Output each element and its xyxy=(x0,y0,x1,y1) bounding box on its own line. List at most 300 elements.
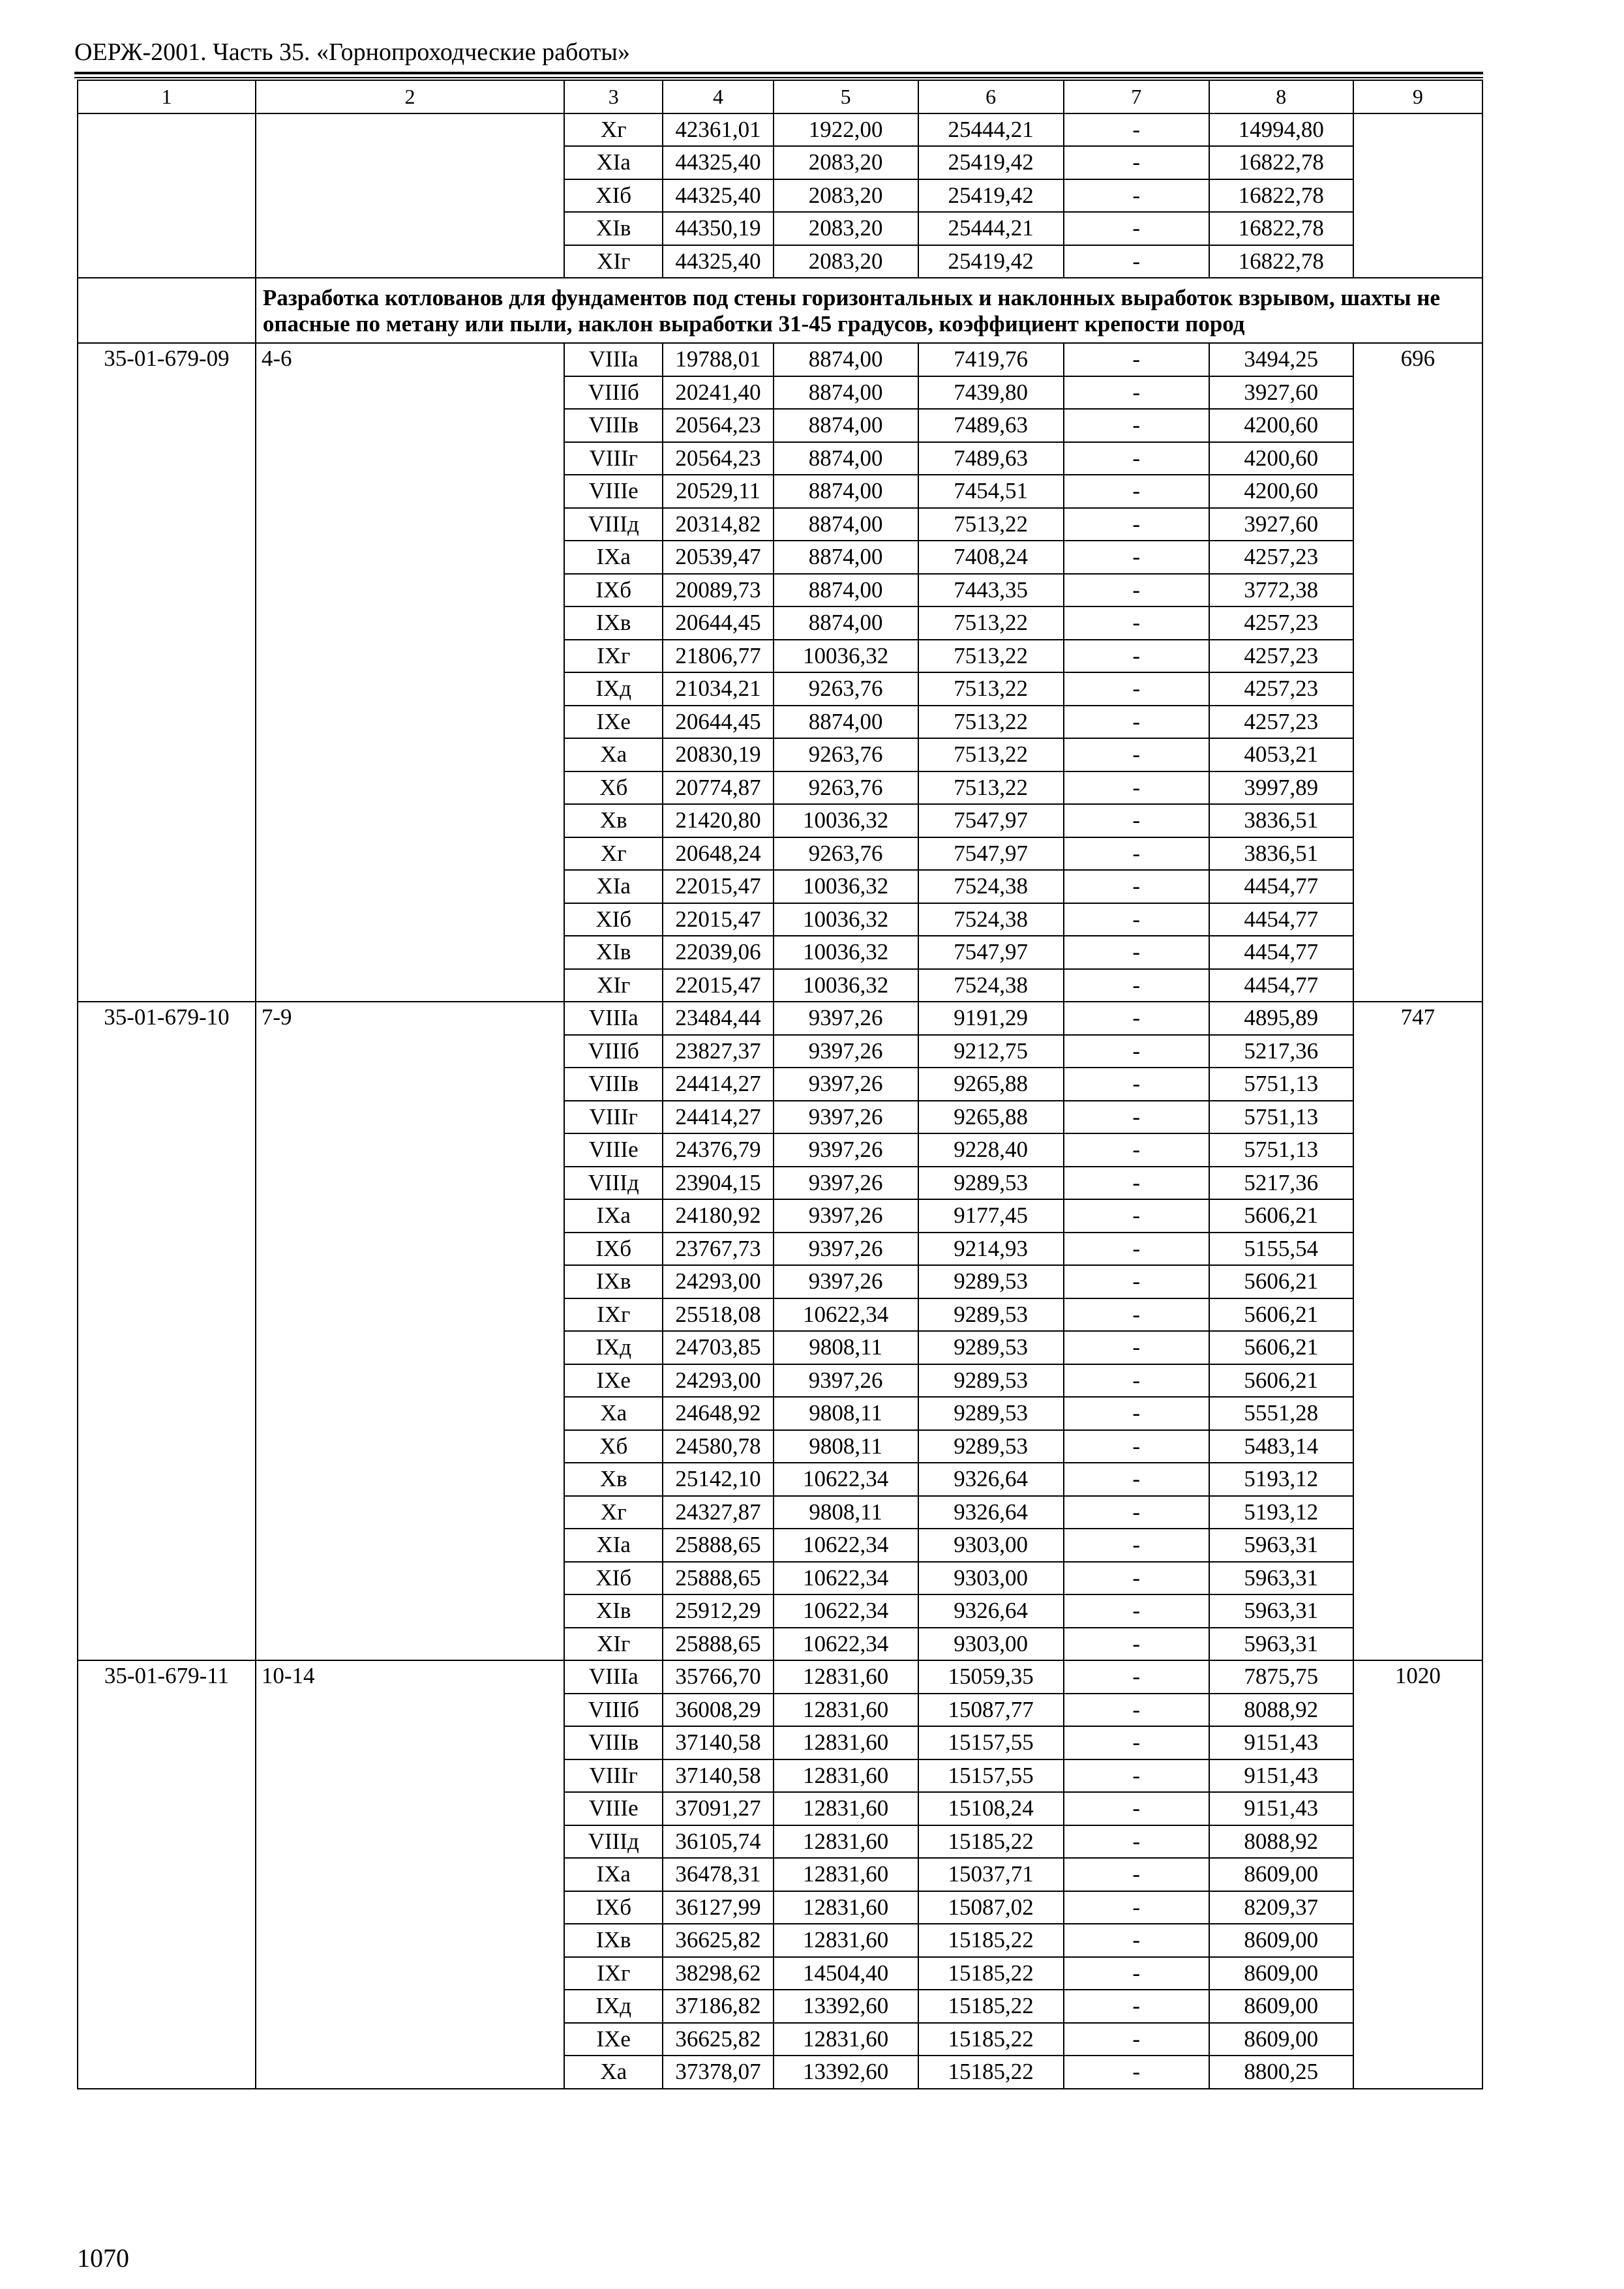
rock-group-cell: IXа xyxy=(564,541,663,574)
rock-group-cell: IXд xyxy=(564,1331,663,1364)
materials-cost-cell: 8209,37 xyxy=(1209,1891,1353,1924)
rock-group-cell: IXг xyxy=(564,640,663,673)
total-cost-cell: 20529,11 xyxy=(663,475,773,508)
total-cost-cell: 37378,07 xyxy=(663,2056,773,2089)
total-cost-cell: 20314,82 xyxy=(663,508,773,541)
total-cost-cell: 22015,47 xyxy=(663,903,773,936)
machine-cost-cell: 7513,22 xyxy=(918,771,1064,805)
materials-cost-cell: 14994,80 xyxy=(1209,113,1353,147)
machine-cost-cell: 25444,21 xyxy=(918,113,1064,147)
column-number: 4 xyxy=(663,80,773,113)
column-number: 3 xyxy=(564,80,663,113)
driver-wage-cell: - xyxy=(1064,1101,1209,1134)
rock-group-cell: IXд xyxy=(564,1990,663,2023)
materials-cost-cell: 4053,21 xyxy=(1209,738,1353,771)
driver-wage-cell: - xyxy=(1064,1364,1209,1398)
machine-cost-cell: 15108,24 xyxy=(918,1792,1064,1825)
rock-group-cell: IXб xyxy=(564,574,663,607)
labor-cost-cell: 13392,60 xyxy=(774,2056,918,2089)
total-cost-cell: 36478,31 xyxy=(663,1858,773,1891)
driver-wage-cell: - xyxy=(1064,1430,1209,1463)
rock-group-cell: XIб xyxy=(564,179,663,213)
total-cost-cell: 24414,27 xyxy=(663,1101,773,1134)
labor-cost-cell: 12831,60 xyxy=(774,1726,918,1759)
rock-group-cell: IXб xyxy=(564,1233,663,1266)
driver-wage-cell: - xyxy=(1064,409,1209,442)
total-cost-cell: 44325,40 xyxy=(663,179,773,213)
total-cost-cell: 37140,58 xyxy=(663,1759,773,1793)
labor-cost-cell: 10036,32 xyxy=(774,936,918,969)
total-cost-cell: 24327,87 xyxy=(663,1496,773,1529)
materials-cost-cell: 3836,51 xyxy=(1209,837,1353,871)
total-cost-cell: 24414,27 xyxy=(663,1068,773,1101)
machine-cost-cell: 7547,97 xyxy=(918,804,1064,837)
driver-wage-cell: - xyxy=(1064,508,1209,541)
rock-group-cell: Xа xyxy=(564,1397,663,1430)
rock-group-cell: XIа xyxy=(564,146,663,179)
labor-cost-cell: 8874,00 xyxy=(774,475,918,508)
total-cost-cell: 24648,92 xyxy=(663,1397,773,1430)
rate-code-cell: 35-01-679-09 xyxy=(78,343,256,1002)
labor-cost-cell: 9397,26 xyxy=(774,1167,918,1200)
machine-cost-cell: 9289,53 xyxy=(918,1331,1064,1364)
materials-cost-cell: 9151,43 xyxy=(1209,1759,1353,1793)
rock-group-cell: VIIIг xyxy=(564,1759,663,1793)
machine-cost-cell: 9214,93 xyxy=(918,1233,1064,1266)
machine-cost-cell: 15185,22 xyxy=(918,2023,1064,2056)
driver-wage-cell: - xyxy=(1064,1167,1209,1200)
rock-group-cell: XIг xyxy=(564,969,663,1002)
machine-cost-cell: 9289,53 xyxy=(918,1167,1064,1200)
machine-cost-cell: 9303,00 xyxy=(918,1562,1064,1595)
total-cost-cell: 42361,01 xyxy=(663,113,773,147)
driver-wage-cell: - xyxy=(1064,640,1209,673)
labor-cost-cell: 12831,60 xyxy=(774,2023,918,2056)
machine-cost-cell: 7524,38 xyxy=(918,969,1064,1002)
driver-wage-cell: - xyxy=(1064,212,1209,245)
total-cost-cell: 36127,99 xyxy=(663,1891,773,1924)
machine-cost-cell: 25419,42 xyxy=(918,245,1064,278)
rock-group-cell: VIIIб xyxy=(564,1694,663,1727)
labor-cost-cell: 9263,76 xyxy=(774,837,918,871)
rock-group-cell: VIIIд xyxy=(564,1167,663,1200)
labor-cost-cell: 12831,60 xyxy=(774,1891,918,1924)
driver-wage-cell: - xyxy=(1064,1035,1209,1068)
machine-cost-cell: 15037,71 xyxy=(918,1858,1064,1891)
labor-cost-cell: 10622,34 xyxy=(774,1529,918,1562)
total-cost-cell: 24376,79 xyxy=(663,1133,773,1167)
materials-cost-cell: 5606,21 xyxy=(1209,1265,1353,1298)
total-cost-cell: 22015,47 xyxy=(663,969,773,1002)
page-header-title: ОЕРЖ-2001. Часть 35. «Горнопроходческие работы» xyxy=(74,38,630,66)
driver-wage-cell: - xyxy=(1064,1397,1209,1430)
materials-cost-cell: 5606,21 xyxy=(1209,1364,1353,1398)
labor-cost-cell: 8874,00 xyxy=(774,376,918,410)
labor-cost-cell: 10622,34 xyxy=(774,1298,918,1332)
rock-group-cell: Xв xyxy=(564,1463,663,1496)
rock-group-cell: IXд xyxy=(564,672,663,706)
labor-cost-cell: 12831,60 xyxy=(774,1759,918,1793)
column-number: 2 xyxy=(256,80,564,113)
labor-cost-cell: 9808,11 xyxy=(774,1430,918,1463)
materials-cost-cell: 4257,23 xyxy=(1209,640,1353,673)
rock-hardness-cell: 10-14 xyxy=(256,1660,564,2089)
column-number: 9 xyxy=(1353,80,1482,113)
rock-group-cell: VIIIг xyxy=(564,442,663,475)
rock-group-cell: VIIIг xyxy=(564,1101,663,1134)
total-cost-cell: 25912,29 xyxy=(663,1594,773,1628)
total-cost-cell: 21420,80 xyxy=(663,804,773,837)
total-cost-cell: 44325,40 xyxy=(663,146,773,179)
rock-group-cell: IXв xyxy=(564,1924,663,1957)
total-cost-cell: 20644,45 xyxy=(663,606,773,640)
total-cost-cell: 23904,15 xyxy=(663,1167,773,1200)
total-cost-cell: 21034,21 xyxy=(663,672,773,706)
machine-cost-cell: 7524,38 xyxy=(918,903,1064,936)
rock-group-cell: VIIIе xyxy=(564,475,663,508)
labor-cost-cell: 10036,32 xyxy=(774,969,918,1002)
total-cost-cell: 37186,82 xyxy=(663,1990,773,2023)
materials-cost-cell: 8088,92 xyxy=(1209,1825,1353,1859)
machine-cost-cell: 15059,35 xyxy=(918,1660,1064,1694)
materials-cost-cell: 3927,60 xyxy=(1209,508,1353,541)
driver-wage-cell: - xyxy=(1064,1726,1209,1759)
driver-wage-cell: - xyxy=(1064,1792,1209,1825)
materials-cost-cell: 3997,89 xyxy=(1209,771,1353,805)
rock-group-cell: VIIIб xyxy=(564,376,663,410)
rock-group-cell: Xб xyxy=(564,1430,663,1463)
total-cost-cell: 36625,82 xyxy=(663,2023,773,2056)
rock-group-cell: Xв xyxy=(564,804,663,837)
labor-cost-cell: 9397,26 xyxy=(774,1068,918,1101)
rock-group-cell: VIIIв xyxy=(564,1726,663,1759)
materials-cost-cell: 8609,00 xyxy=(1209,1957,1353,1990)
rock-group-cell: XIб xyxy=(564,903,663,936)
machine-cost-cell: 15185,22 xyxy=(918,1957,1064,1990)
total-cost-cell: 24293,00 xyxy=(663,1364,773,1398)
machine-cost-cell: 15087,77 xyxy=(918,1694,1064,1727)
materials-cost-cell: 5551,28 xyxy=(1209,1397,1353,1430)
rock-hardness-cell: 7-9 xyxy=(256,1002,564,1660)
materials-cost-cell: 16822,78 xyxy=(1209,146,1353,179)
driver-wage-cell: - xyxy=(1064,1759,1209,1793)
labor-cost-cell: 10622,34 xyxy=(774,1594,918,1628)
rock-group-cell: Xа xyxy=(564,738,663,771)
driver-wage-cell: - xyxy=(1064,113,1209,147)
column-number: 1 xyxy=(78,80,256,113)
labor-cost-cell: 12831,60 xyxy=(774,1825,918,1859)
total-cost-cell: 44350,19 xyxy=(663,212,773,245)
rock-group-cell: IXв xyxy=(564,1265,663,1298)
header-rule-thin xyxy=(74,77,1483,78)
labor-cost-cell: 9263,76 xyxy=(774,672,918,706)
machine-cost-cell: 7547,97 xyxy=(918,837,1064,871)
materials-cost-cell: 9151,43 xyxy=(1209,1792,1353,1825)
machine-cost-cell: 15185,22 xyxy=(918,1924,1064,1957)
machine-cost-cell: 9303,00 xyxy=(918,1529,1064,1562)
machine-cost-cell: 9326,64 xyxy=(918,1594,1064,1628)
machine-cost-cell: 7513,22 xyxy=(918,508,1064,541)
column-9-cell: 747 xyxy=(1353,1002,1482,1660)
materials-cost-cell: 4895,89 xyxy=(1209,1002,1353,1035)
driver-wage-cell: - xyxy=(1064,1990,1209,2023)
materials-cost-cell: 7875,75 xyxy=(1209,1660,1353,1694)
machine-cost-cell: 7419,76 xyxy=(918,343,1064,376)
total-cost-cell: 24580,78 xyxy=(663,1430,773,1463)
rock-group-cell: VIIIв xyxy=(564,409,663,442)
materials-cost-cell: 5606,21 xyxy=(1209,1331,1353,1364)
materials-cost-cell: 9151,43 xyxy=(1209,1726,1353,1759)
driver-wage-cell: - xyxy=(1064,1463,1209,1496)
labor-cost-cell: 9808,11 xyxy=(774,1496,918,1529)
materials-cost-cell: 8609,00 xyxy=(1209,1924,1353,1957)
machine-cost-cell: 7489,63 xyxy=(918,442,1064,475)
labor-cost-cell: 9397,26 xyxy=(774,1265,918,1298)
total-cost-cell: 35766,70 xyxy=(663,1660,773,1694)
total-cost-cell: 23484,44 xyxy=(663,1002,773,1035)
machine-cost-cell: 9326,64 xyxy=(918,1463,1064,1496)
driver-wage-cell: - xyxy=(1064,738,1209,771)
materials-cost-cell: 4454,77 xyxy=(1209,903,1353,936)
driver-wage-cell: - xyxy=(1064,1594,1209,1628)
driver-wage-cell: - xyxy=(1064,672,1209,706)
machine-cost-cell: 9177,45 xyxy=(918,1199,1064,1233)
driver-wage-cell: - xyxy=(1064,1660,1209,1694)
driver-wage-cell: - xyxy=(1064,1298,1209,1332)
rock-group-cell: IXг xyxy=(564,1957,663,1990)
labor-cost-cell: 9397,26 xyxy=(774,1364,918,1398)
driver-wage-cell: - xyxy=(1064,146,1209,179)
driver-wage-cell: - xyxy=(1064,903,1209,936)
rock-hardness-cell: 4-6 xyxy=(256,343,564,1002)
materials-cost-cell: 4257,23 xyxy=(1209,672,1353,706)
driver-wage-cell: - xyxy=(1064,1133,1209,1167)
materials-cost-cell: 5483,14 xyxy=(1209,1430,1353,1463)
rock-group-cell: IXг xyxy=(564,1298,663,1332)
rate-code-cell: 35-01-679-11 xyxy=(78,1660,256,2089)
column-number: 6 xyxy=(918,80,1064,113)
materials-cost-cell: 8609,00 xyxy=(1209,2023,1353,2056)
rock-group-cell: IXб xyxy=(564,1891,663,1924)
total-cost-cell: 23827,37 xyxy=(663,1035,773,1068)
materials-cost-cell: 3772,38 xyxy=(1209,574,1353,607)
machine-cost-cell: 15157,55 xyxy=(918,1726,1064,1759)
driver-wage-cell: - xyxy=(1064,1529,1209,1562)
table-row xyxy=(78,1002,1482,1035)
labor-cost-cell: 9397,26 xyxy=(774,1199,918,1233)
materials-cost-cell: 3836,51 xyxy=(1209,804,1353,837)
rock-hardness-cell xyxy=(256,113,564,278)
rock-group-cell: XIа xyxy=(564,870,663,903)
driver-wage-cell: - xyxy=(1064,1924,1209,1957)
labor-cost-cell: 9263,76 xyxy=(774,738,918,771)
materials-cost-cell: 4454,77 xyxy=(1209,936,1353,969)
materials-cost-cell: 5155,54 xyxy=(1209,1233,1353,1266)
labor-cost-cell: 12831,60 xyxy=(774,1858,918,1891)
driver-wage-cell: - xyxy=(1064,706,1209,739)
section-title: Разработка котлованов для фундаментов под стены горизонтальных и наклонных выработок взрывом, шахты не опасные по метану или пыли, наклон выработки 31-45 градусов, коэффициент крепости пород xyxy=(256,278,1482,343)
machine-cost-cell: 25419,42 xyxy=(918,146,1064,179)
materials-cost-cell: 4200,60 xyxy=(1209,475,1353,508)
machine-cost-cell: 9191,29 xyxy=(918,1002,1064,1035)
rock-group-cell: VIIIе xyxy=(564,1792,663,1825)
column-9-cell xyxy=(1353,113,1482,278)
driver-wage-cell: - xyxy=(1064,1068,1209,1101)
driver-wage-cell: - xyxy=(1064,1891,1209,1924)
machine-cost-cell: 15185,22 xyxy=(918,2056,1064,2089)
section-blank-cell xyxy=(78,278,256,343)
total-cost-cell: 24293,00 xyxy=(663,1265,773,1298)
machine-cost-cell: 7443,35 xyxy=(918,574,1064,607)
total-cost-cell: 20564,23 xyxy=(663,442,773,475)
machine-cost-cell: 7513,22 xyxy=(918,640,1064,673)
machine-cost-cell: 7513,22 xyxy=(918,738,1064,771)
rock-group-cell: VIIIа xyxy=(564,1660,663,1694)
machine-cost-cell: 9289,53 xyxy=(918,1430,1064,1463)
driver-wage-cell: - xyxy=(1064,343,1209,376)
total-cost-cell: 23767,73 xyxy=(663,1233,773,1266)
rock-group-cell: IXе xyxy=(564,1364,663,1398)
labor-cost-cell: 9397,26 xyxy=(774,1002,918,1035)
column-number: 8 xyxy=(1209,80,1353,113)
labor-cost-cell: 9397,26 xyxy=(774,1133,918,1167)
total-cost-cell: 37091,27 xyxy=(663,1792,773,1825)
driver-wage-cell: - xyxy=(1064,1858,1209,1891)
driver-wage-cell: - xyxy=(1064,1002,1209,1035)
driver-wage-cell: - xyxy=(1064,969,1209,1002)
labor-cost-cell: 8874,00 xyxy=(774,541,918,574)
driver-wage-cell: - xyxy=(1064,376,1209,410)
labor-cost-cell: 8874,00 xyxy=(774,409,918,442)
total-cost-cell: 25142,10 xyxy=(663,1463,773,1496)
machine-cost-cell: 15087,02 xyxy=(918,1891,1064,1924)
materials-cost-cell: 4200,60 xyxy=(1209,442,1353,475)
labor-cost-cell: 10036,32 xyxy=(774,804,918,837)
total-cost-cell: 25518,08 xyxy=(663,1298,773,1332)
column-9-cell: 696 xyxy=(1353,343,1482,1002)
materials-cost-cell: 16822,78 xyxy=(1209,212,1353,245)
machine-cost-cell: 15185,22 xyxy=(918,1825,1064,1859)
machine-cost-cell: 9228,40 xyxy=(918,1133,1064,1167)
machine-cost-cell: 9265,88 xyxy=(918,1068,1064,1101)
labor-cost-cell: 8874,00 xyxy=(774,442,918,475)
rock-group-cell: VIIIв xyxy=(564,1068,663,1101)
rock-group-cell: VIIIд xyxy=(564,508,663,541)
driver-wage-cell: - xyxy=(1064,1825,1209,1859)
driver-wage-cell: - xyxy=(1064,541,1209,574)
column-number: 7 xyxy=(1064,80,1209,113)
table-row xyxy=(78,343,1482,376)
labor-cost-cell: 10622,34 xyxy=(774,1463,918,1496)
machine-cost-cell: 9289,53 xyxy=(918,1397,1064,1430)
table-row xyxy=(78,1660,1482,1694)
rock-group-cell: XIв xyxy=(564,1594,663,1628)
total-cost-cell: 24180,92 xyxy=(663,1199,773,1233)
materials-cost-cell: 8800,25 xyxy=(1209,2056,1353,2089)
column-9-cell: 1020 xyxy=(1353,1660,1482,2089)
total-cost-cell: 19788,01 xyxy=(663,343,773,376)
materials-cost-cell: 5193,12 xyxy=(1209,1496,1353,1529)
rock-group-cell: XIв xyxy=(564,212,663,245)
labor-cost-cell: 12831,60 xyxy=(774,1694,918,1727)
page-number: 1070 xyxy=(77,2243,129,2273)
driver-wage-cell: - xyxy=(1064,804,1209,837)
labor-cost-cell: 8874,00 xyxy=(774,706,918,739)
total-cost-cell: 20539,47 xyxy=(663,541,773,574)
machine-cost-cell: 7524,38 xyxy=(918,870,1064,903)
machine-cost-cell: 9289,53 xyxy=(918,1298,1064,1332)
labor-cost-cell: 10036,32 xyxy=(774,640,918,673)
labor-cost-cell: 9397,26 xyxy=(774,1101,918,1134)
total-cost-cell: 20644,45 xyxy=(663,706,773,739)
driver-wage-cell: - xyxy=(1064,2023,1209,2056)
driver-wage-cell: - xyxy=(1064,936,1209,969)
driver-wage-cell: - xyxy=(1064,837,1209,871)
total-cost-cell: 22015,47 xyxy=(663,870,773,903)
machine-cost-cell: 7513,22 xyxy=(918,672,1064,706)
materials-cost-cell: 4257,23 xyxy=(1209,541,1353,574)
materials-cost-cell: 5751,13 xyxy=(1209,1101,1353,1134)
driver-wage-cell: - xyxy=(1064,1562,1209,1595)
total-cost-cell: 37140,58 xyxy=(663,1726,773,1759)
machine-cost-cell: 9289,53 xyxy=(918,1265,1064,1298)
machine-cost-cell: 25419,42 xyxy=(918,179,1064,213)
driver-wage-cell: - xyxy=(1064,475,1209,508)
rock-group-cell: Xа xyxy=(564,2056,663,2089)
table-row xyxy=(78,113,1482,147)
total-cost-cell: 20241,40 xyxy=(663,376,773,410)
driver-wage-cell: - xyxy=(1064,245,1209,278)
total-cost-cell: 20774,87 xyxy=(663,771,773,805)
rock-group-cell: XIг xyxy=(564,1628,663,1661)
norms-table xyxy=(77,80,1483,2089)
labor-cost-cell: 12831,60 xyxy=(774,1792,918,1825)
rock-group-cell: IXе xyxy=(564,706,663,739)
section-title-row xyxy=(78,278,1482,343)
labor-cost-cell: 9397,26 xyxy=(774,1035,918,1068)
rock-group-cell: VIIIа xyxy=(564,1002,663,1035)
labor-cost-cell: 12831,60 xyxy=(774,1660,918,1694)
machine-cost-cell: 7454,51 xyxy=(918,475,1064,508)
rock-group-cell: IXе xyxy=(564,2023,663,2056)
rock-group-cell: Xг xyxy=(564,837,663,871)
materials-cost-cell: 3494,25 xyxy=(1209,343,1353,376)
total-cost-cell: 25888,65 xyxy=(663,1628,773,1661)
materials-cost-cell: 5963,31 xyxy=(1209,1529,1353,1562)
labor-cost-cell: 2083,20 xyxy=(774,245,918,278)
total-cost-cell: 20089,73 xyxy=(663,574,773,607)
labor-cost-cell: 8874,00 xyxy=(774,508,918,541)
labor-cost-cell: 9263,76 xyxy=(774,771,918,805)
total-cost-cell: 21806,77 xyxy=(663,640,773,673)
machine-cost-cell: 15157,55 xyxy=(918,1759,1064,1793)
materials-cost-cell: 4257,23 xyxy=(1209,606,1353,640)
driver-wage-cell: - xyxy=(1064,1957,1209,1990)
machine-cost-cell: 7513,22 xyxy=(918,706,1064,739)
driver-wage-cell: - xyxy=(1064,442,1209,475)
header-rule-thick xyxy=(74,72,1483,74)
driver-wage-cell: - xyxy=(1064,771,1209,805)
machine-cost-cell: 9212,75 xyxy=(918,1035,1064,1068)
machine-cost-cell: 7547,97 xyxy=(918,936,1064,969)
rock-group-cell: VIIIе xyxy=(564,1133,663,1167)
rock-group-cell: VIIIд xyxy=(564,1825,663,1859)
labor-cost-cell: 2083,20 xyxy=(774,179,918,213)
rate-code-cell xyxy=(78,113,256,278)
total-cost-cell: 38298,62 xyxy=(663,1957,773,1990)
materials-cost-cell: 8088,92 xyxy=(1209,1694,1353,1727)
materials-cost-cell: 5193,12 xyxy=(1209,1463,1353,1496)
